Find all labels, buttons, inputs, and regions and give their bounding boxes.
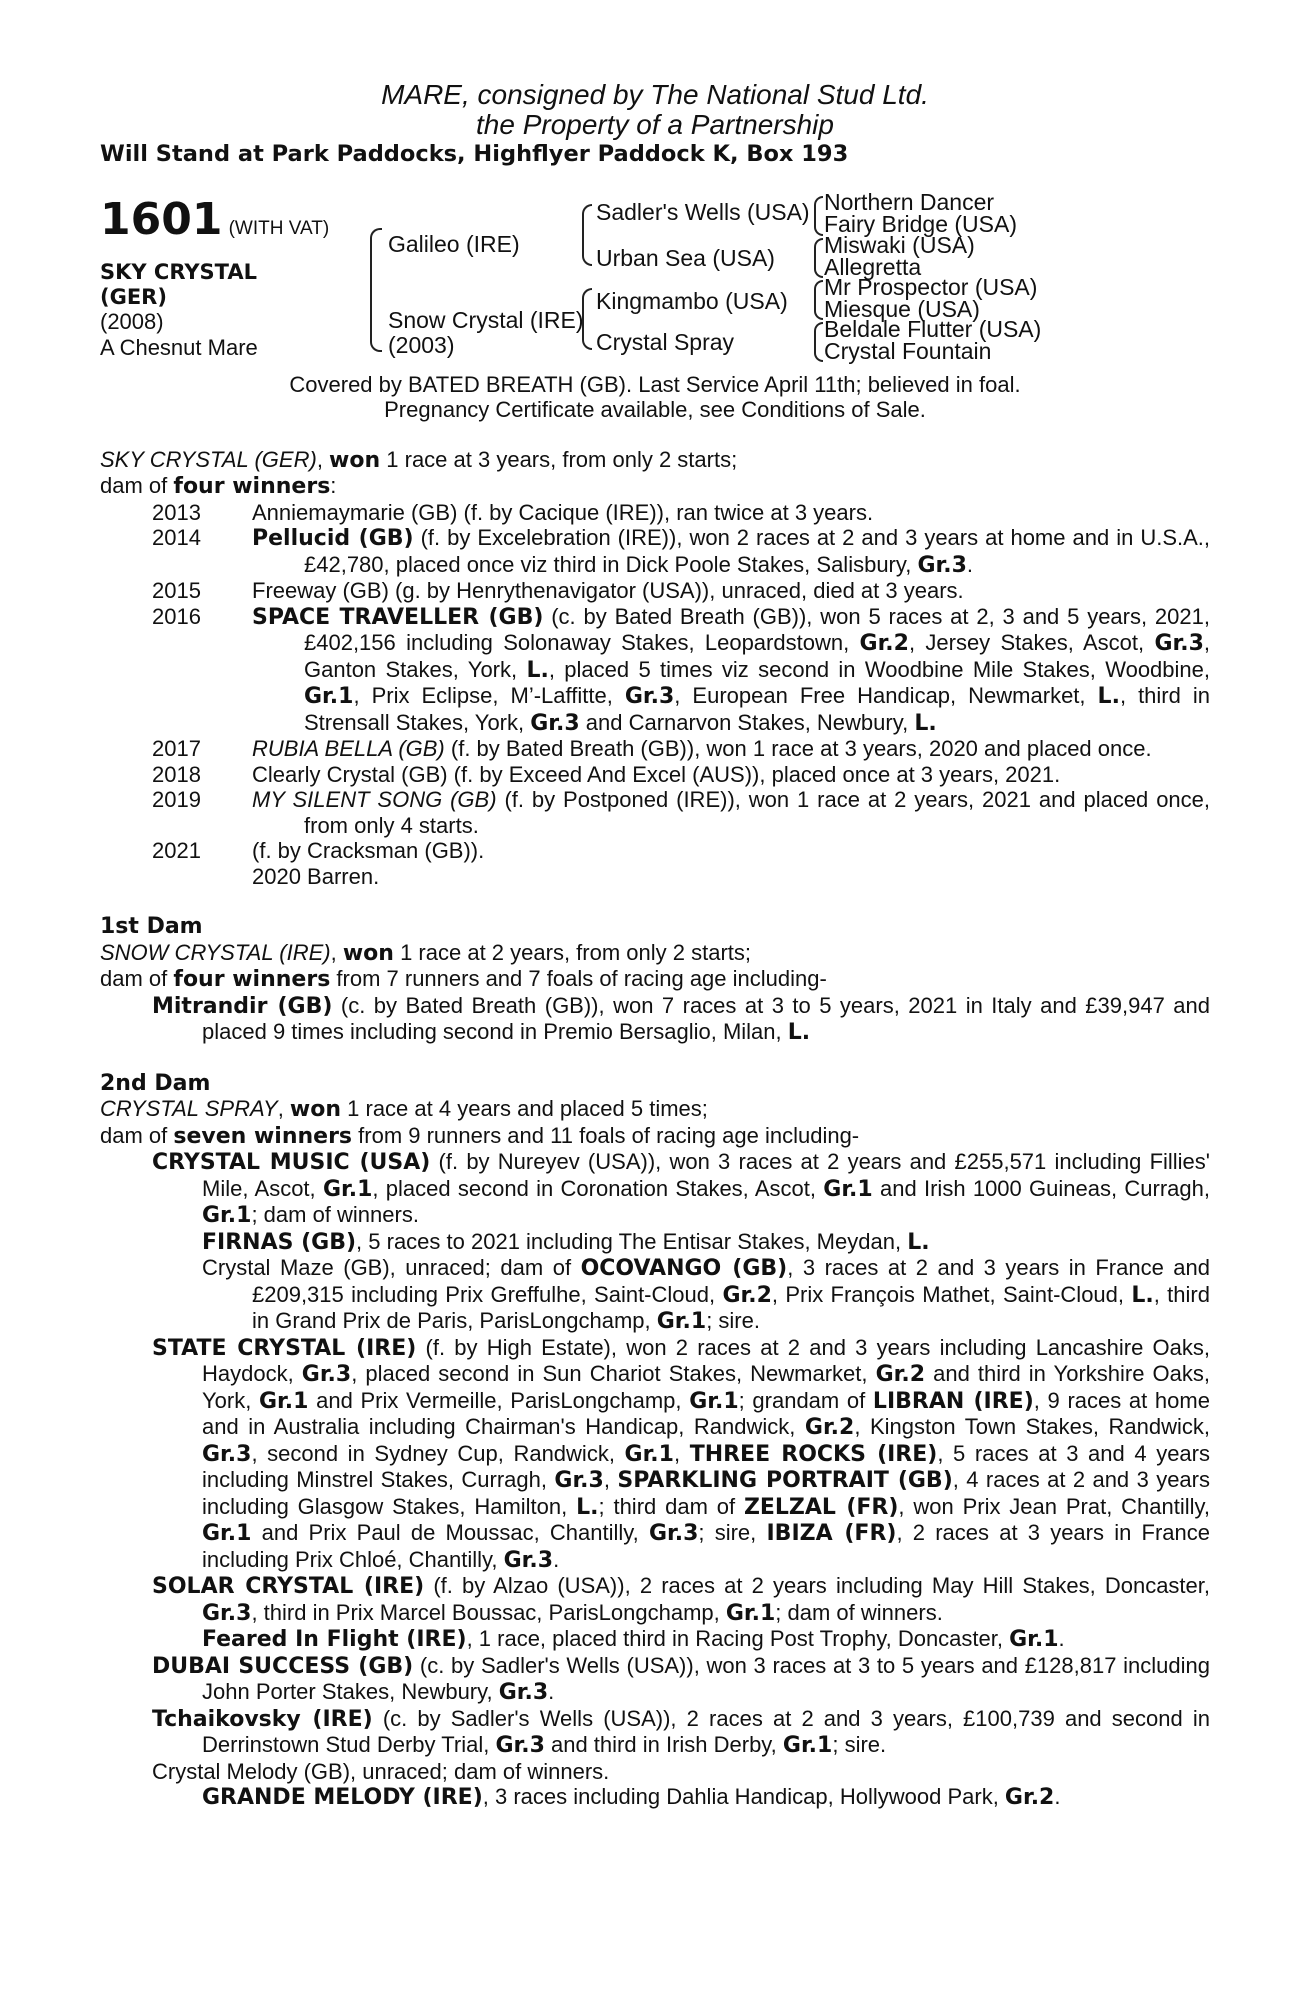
vat-note: (WITH VAT) xyxy=(228,217,330,239)
lot-number-block xyxy=(100,193,330,245)
offspring-state-crystal: STATE CRYSTAL (IRE) (f. by High Estate), won 2 races at 2 and 3 years including Lancashire Oaks, Haydock, Gr.3, placed second in Sun Chariot Stakes, Newmarket, Gr.2 and third in Yorkshire Oaks, York, Gr.1 and Prix Vermeille, ParisLongchamp, Gr.1; grandam of LIBRAN (IRE), 9 races at home and in Australia including Chairman's Handicap, Randwick, Gr.2, Kingston Town Stakes, Randwick, Gr.3, second in Sydney Cup, Randwick, Gr.1, THREE ROCKS (IRE), 5 races at 3 and 4 years including Minstrel Stakes, Curragh, Gr.3, SPARKLING PORTRAIT (GB), 4 races at 2 and 3 years including Glasgow Stakes, Hamilton, L.; third dam of ZELZAL (FR), won Prix Jean Prat, Chantilly, Gr.1 and Prix Paul de Moussac, Chantilly, Gr.3; sire, IBIZA (FR), 2 races at 3 years in France including Prix Chloé, Chantilly, Gr.3. xyxy=(152,1334,1211,1573)
catalogue-page xyxy=(100,80,1210,1811)
horse-year: (2008) xyxy=(100,308,164,334)
offspring-crystal-melody: Crystal Melody (GB), unraced; dam of winners. xyxy=(152,1758,610,1784)
ancestor-4: Allegretta xyxy=(824,253,922,280)
brace-sire-dam xyxy=(370,228,382,352)
mare-name: SKY CRYSTAL (GER) xyxy=(100,446,317,472)
produce-row xyxy=(100,864,1210,890)
ancestor-8: Crystal Fountain xyxy=(824,337,992,364)
grandsire-1: Sadler's Wells (USA) xyxy=(596,198,810,225)
consignor-line: MARE, consigned by The National Stud Ltd. xyxy=(381,79,929,110)
produce-row: 2015 Freeway (GB) (g. by Henrythenavigator (USA)), unraced, died at 3 years. xyxy=(152,578,964,603)
ancestor-5: Mr Prospector (USA) xyxy=(824,273,1038,300)
barren-note: 2020 Barren. xyxy=(252,863,380,889)
produce-dam-of: dam of four winners: xyxy=(100,473,337,499)
ancestor-7: Beldale Flutter (USA) xyxy=(824,315,1042,342)
brace-dam-line xyxy=(582,288,592,350)
ancestor-2: Fairy Bridge (USA) xyxy=(824,210,1017,237)
second-dam-heading: 2nd Dam xyxy=(100,1070,211,1096)
granddam-1: Urban Sea (USA) xyxy=(596,244,775,271)
produce-row: 2013 Anniemaymarie (GB) (f. by Cacique (IRE)), ran twice at 3 years. xyxy=(152,499,874,525)
produce-row: 2018 Clearly Crystal (GB) (f. by Exceed And Excel (AUS)), placed once at 3 years, 2021. xyxy=(152,761,1061,787)
first-dam-heading: 1st Dam xyxy=(100,914,203,939)
offspring-firnas: FIRNAS (GB), 5 races to 2021 including The Entisar Stakes, Meydan, L. xyxy=(202,1228,930,1255)
brace-sire-line xyxy=(582,204,592,266)
lot-pedigree xyxy=(100,188,1210,432)
produce-row: 2016 SPACE TRAVELLER (GB) (c. by Bated Breath (GB)), won 5 races at 2, 3 and 5 years, 2021, £402,156 including Solonaway Stakes, Leopardstown, Gr.2, Jersey Stakes, Ascot, Gr.3, Ganton Stakes, York, L., placed 5 times viz second in Woodbine Mile Stakes, Woodbine, Gr.1, Prix Eclipse, M’-Laffitte, Gr.3, European Free Handicap, Newmarket, L., third in Strensall Stakes, York, Gr.3 and Carnarvon Stakes, Newbury, L. xyxy=(152,603,1211,736)
ancestor-6: Miesque (USA) xyxy=(824,295,980,322)
dam-year: (2003) xyxy=(388,331,455,358)
covered-line-2: Pregnancy Certificate available, see Conditions of Sale. xyxy=(384,397,926,422)
produce-row: 2017 RUBIA BELLA (GB) (f. by Bated Breath (GB)), won 1 race at 3 years, 2020 and placed once. xyxy=(152,736,1152,761)
sire: Galileo (IRE) xyxy=(388,230,520,257)
offspring-crystal-music: CRYSTAL MUSIC (USA) (f. by Nureyev (USA)), won 3 races at 2 years and £255,571 including Fillies' Mile, Ascot, Gr.1, placed second in Coronation Stakes, Ascot, Gr.1 and Irish 1000 Guineas, Curragh, Gr.1; dam of winners. xyxy=(152,1149,1210,1228)
produce-row: 2014 Pellucid (GB) (f. by Excelebration (IRE)), won 2 races at 2 and 3 years at home and in U.S.A., £42,780, placed once viz third in Dick Poole Stakes, Salisbury, Gr.3. xyxy=(152,525,1210,578)
ancestor-3: Miswaki (USA) xyxy=(824,231,975,258)
produce-row: 2021 (f. by Cracksman (GB)). xyxy=(152,838,485,863)
second-dam-section: 2nd Dam CRYSTAL SPRAY, won 1 race at 4 years and placed 5 times; dam of seven winners from 9 runners and 11 foals of racing age including- CRYSTAL MUSIC (USA) (f. by Nureyev (USA)), won 3 races at 2 years and £255,571 including Fillies' Mile, Ascot, Gr.1, placed second in Coronation Stakes, Ascot, Gr.1 and Irish 1000 Guineas, Curragh, Gr.1; dam of winners. FIRNAS (GB), 5 races to 2021 including The Entisar Stakes, Meydan, L. Crystal Maze (GB), unraced; dam of OCOVANGO (GB), 3 races at 2 and 3 years in France and £209,315 including Prix Greffulhe, Saint-Cloud, Gr.2, Prix François Mathet, Saint-Cloud, L., third in Grand Prix de Paris, ParisLongchamp, Gr.1; sire. STATE CRYSTAL (IRE) (f. by High Estate), won 2 races at 2 and 3 years including Lancashire Oaks, Haydock, Gr.3, placed second in Sun Chariot Stakes, Newmarket, Gr.2 and third in Yorkshire Oaks, York, Gr.1 and Prix Vermeille, ParisLongchamp, Gr.1; grandam of LIBRAN (IRE), 9 races at home and in Australia including Chairman's Handicap, Randwick, Gr.2, Kingston Town Stakes, Randwick, Gr.3, second in Sydney Cup, Randwick, Gr.1, THREE ROCKS (IRE), 5 races at 3 and 4 years including Minstrel Stakes, Curragh, Gr.3, SPARKLING PORTRAIT (GB), 4 races at 2 and 3 years including Glasgow Stakes, Hamilton, L.; third dam of ZELZAL (FR), won Prix Jean Prat, Chantilly, Gr.1 and Prix Paul de Moussac, Chantilly, Gr.3; sire, IBIZA (FR), 2 races at 3 years in France including Prix Chloé, Chantilly, Gr.3. SOLAR CRYSTAL (IRE) (f. by Alzao (USA)), 2 races at 2 years including May Hill Stakes, Doncaster, Gr.3, third in Prix Marcel Boussac, ParisLongchamp, Gr.1; dam of winners. Feared In Flight (IRE), 1 race, placed third in Racing Post Trophy, Doncaster, Gr.1. DUBAI SUCCESS (GB) (c. by Sadler's Wells (USA)), won 3 races at 3 to 5 years and £128,817 including John Porter Stakes, Newbury, Gr.3. Tchaikovsky (IRE) (c. by Sadler's Wells (USA)), 2 races at 2 and 3 years, £100,739 and second in Derrinstown Stud Derby Trial, Gr.3 and third in Irish Derby, Gr.1; sire. Crystal Melody (GB), unraced; dam of winners. GRANDE MELODY (IRE), 3 races including Dahlia Handicap, Hollywood Park, Gr.2. xyxy=(100,1070,1211,1810)
location-line: Will Stand at Park Paddocks, Highflyer Paddock K, Box 193 xyxy=(100,141,849,167)
grandsire-2: Kingmambo (USA) xyxy=(596,287,788,314)
granddam-2: Crystal Spray xyxy=(596,328,735,355)
produce-intro: SKY CRYSTAL (GER), won 1 race at 3 years, from only 2 starts; xyxy=(100,446,738,473)
lot-number: 1601 xyxy=(100,193,223,245)
property-line: the Property of a Partnership xyxy=(476,109,834,140)
brace-g4 xyxy=(814,322,823,362)
horse-origin: (GER) xyxy=(100,284,167,309)
ancestor-1: Northern Dancer xyxy=(824,188,995,215)
offspring-solar-crystal: SOLAR CRYSTAL (IRE) (f. by Alzao (USA)), 2 races at 2 years including May Hill Stakes, Doncaster, Gr.3, third in Prix Marcel Boussac, ParisLongchamp, Gr.1; dam of winners. xyxy=(152,1573,1210,1626)
produce-record xyxy=(100,447,1210,890)
brace-g3 xyxy=(814,280,823,320)
covered-line-1: Covered by BATED BREATH (GB). Last Service April 11th; believed in foal. xyxy=(289,371,1021,397)
dam: Snow Crystal (IRE) xyxy=(388,306,584,333)
horse-description: A Chesnut Mare xyxy=(100,334,258,360)
offspring-tchaikovsky: Tchaikovsky (IRE) (c. by Sadler's Wells (USA)), 2 races at 2 and 3 years, £100,739 and second in Derrinstown Stud Derby Trial, Gr.3 and third in Irish Derby, Gr.1; sire. xyxy=(152,1705,1210,1758)
brace-g1 xyxy=(814,196,823,236)
first-dam-section: 1st Dam SNOW CRYSTAL (IRE), won 1 race at 2 years, from only 2 starts; dam of four winners from 7 runners and 7 foals of racing age including- Mitrandir (GB) (c. by Bated Breath (GB)), won 7 races at 3 to 5 years, 2021 in Italy and £39,947 and placed 9 times including second in Premio Bersaglio, Milan, L. xyxy=(100,914,1210,1045)
offspring-dubai-success: DUBAI SUCCESS (GB) (c. by Sadler's Wells (USA)), won 3 races at 3 to 5 years and £128,817 including John Porter Stakes, Newbury, Gr.3. xyxy=(152,1652,1210,1705)
produce-row: 2019 MY SILENT SONG (GB) (f. by Postponed (IRE)), won 1 race at 2 years, 2021 and placed once, from only 4 starts. xyxy=(152,787,1211,838)
brace-g2 xyxy=(814,238,823,278)
offspring-grande-melody: GRANDE MELODY (IRE), 3 races including Dahlia Handicap, Hollywood Park, Gr.2. xyxy=(202,1784,1061,1810)
first-dam-offspring: Mitrandir (GB) (c. by Bated Breath (GB)), won 7 races at 3 to 5 years, 2021 in Italy and £39,947 and placed 9 times including second in Premio Bersaglio, Milan, L. xyxy=(152,992,1210,1045)
offspring-feared-in-flight: Feared In Flight (IRE), 1 race, placed third in Racing Post Trophy, Doncaster, Gr.1. xyxy=(202,1626,1065,1652)
offspring-crystal-maze: Crystal Maze (GB), unraced; dam of OCOVANGO (GB), 3 races at 2 and 3 years in France and £209,315 including Prix Greffulhe, Saint-Cloud, Gr.2, Prix François Mathet, Saint-Cloud, L., third in Grand Prix de Paris, ParisLongchamp, Gr.1; sire. xyxy=(202,1255,1211,1334)
horse-name: SKY CRYSTAL xyxy=(100,259,258,284)
